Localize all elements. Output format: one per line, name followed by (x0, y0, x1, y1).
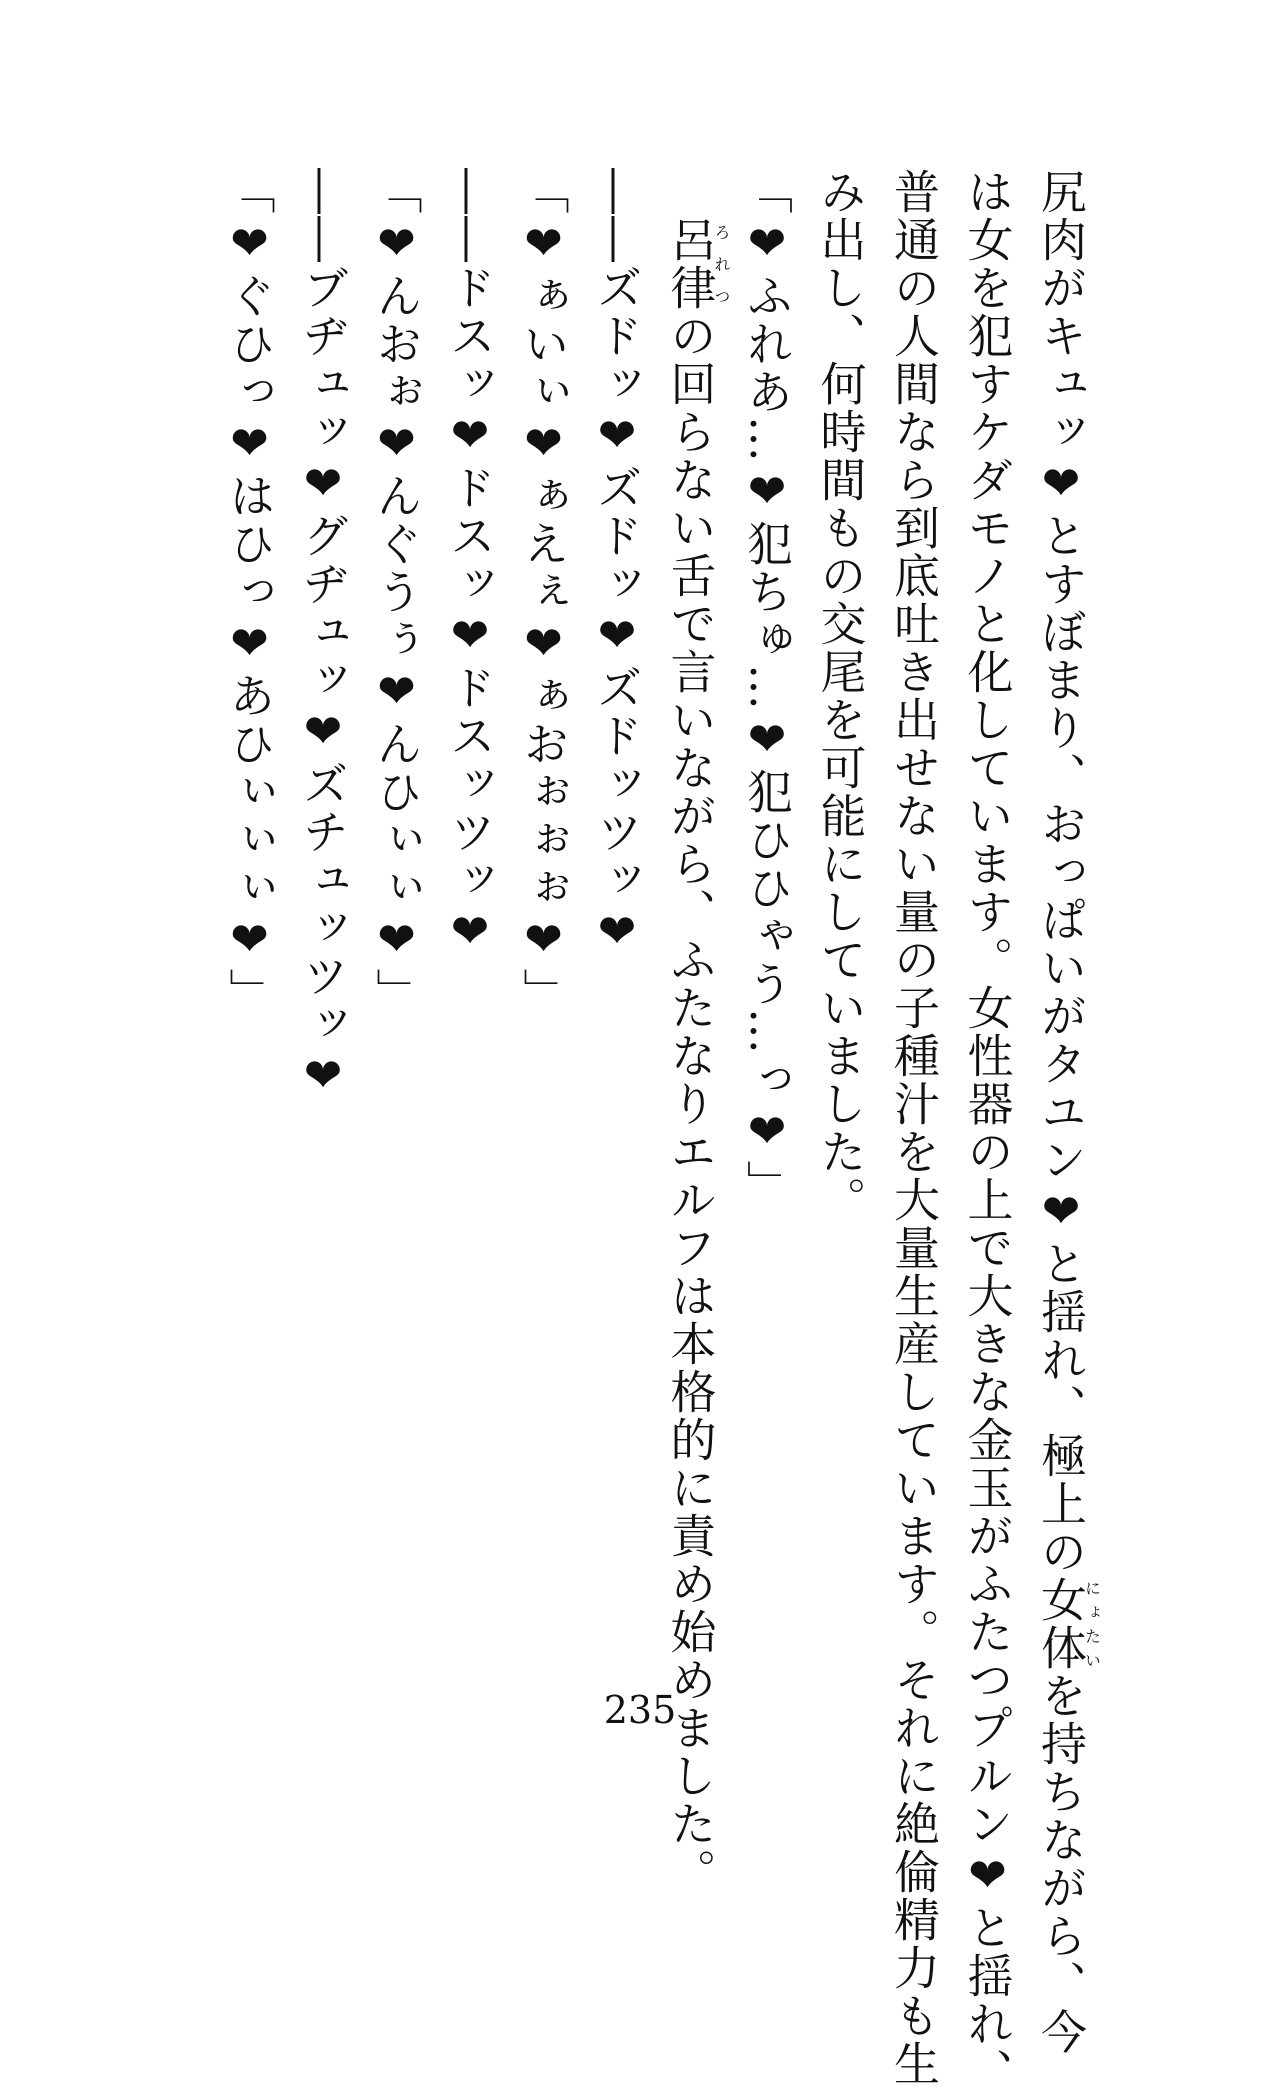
text-run: を持ちながら、今 (1034, 1672, 1088, 2056)
text-line (803, 168, 877, 1608)
text-line (212, 168, 286, 1608)
ruby-annotation (663, 216, 731, 312)
text-line (1024, 168, 1102, 2056)
ruby-base: 呂律 (663, 216, 718, 312)
text-run: み出し、何時間もの交尾を可能にしていました。 (813, 168, 868, 1224)
text-line (580, 168, 654, 1608)
text-line (950, 168, 1024, 2096)
text-run: 「❤ぐひっ❤はひっ❤あひぃぃぃ❤」 (222, 168, 277, 1016)
text-run: 尻肉がキュッ❤とすぼまり、おっぱいがタユン❤と揺れ、極上の (1034, 168, 1088, 1576)
text-line (730, 168, 804, 1608)
text-line (433, 168, 507, 1608)
ruby-base: 女体 (1034, 1576, 1088, 1672)
text-line (653, 168, 731, 1896)
text-line (506, 168, 580, 1608)
text-line (877, 168, 951, 2088)
text-line (359, 168, 433, 1608)
text-run: 「❤ふれあ…❤犯ちゅ…❤犯ひひゃう…っ❤」 (740, 168, 794, 1208)
ruby-reading: にょたい (1082, 1576, 1102, 1672)
text-run: ――ズドッ❤ズドッ❤ズドッツッ❤ (590, 168, 644, 960)
text-run: の回らない舌で言いながら、ふたなりエルフは本格的に責め始めました。 (663, 312, 718, 1896)
page-number: 235 (603, 1688, 677, 1732)
ruby-annotation (1034, 1576, 1102, 1672)
text-run: 「❤んおぉ❤んぐうぅ❤んひぃぃ❤」 (369, 168, 424, 1016)
text-line (286, 168, 360, 1608)
text-run (664, 168, 718, 216)
text-run: ――ドスッ❤ドスッ❤ドスッツッ❤ (443, 168, 497, 960)
ruby-reading: ろれつ (712, 216, 731, 312)
text-run: ――ブヂュッ❤グヂュッ❤ズチュッツッ❤ (296, 168, 350, 1104)
text-run: は女を犯すケダモノと化しています。女性器の上で大きな金玉がふたつプルン❤と揺れ、 (960, 168, 1015, 2096)
text-run: 普通の人間なら到底吐き出せない量の子種汁を大量生産しています。それに絶倫精力も生 (887, 168, 941, 2088)
text-run: 「❤ぁいぃ❤ぁえぇ❤ぁおぉぉぉ❤」 (516, 168, 571, 1016)
